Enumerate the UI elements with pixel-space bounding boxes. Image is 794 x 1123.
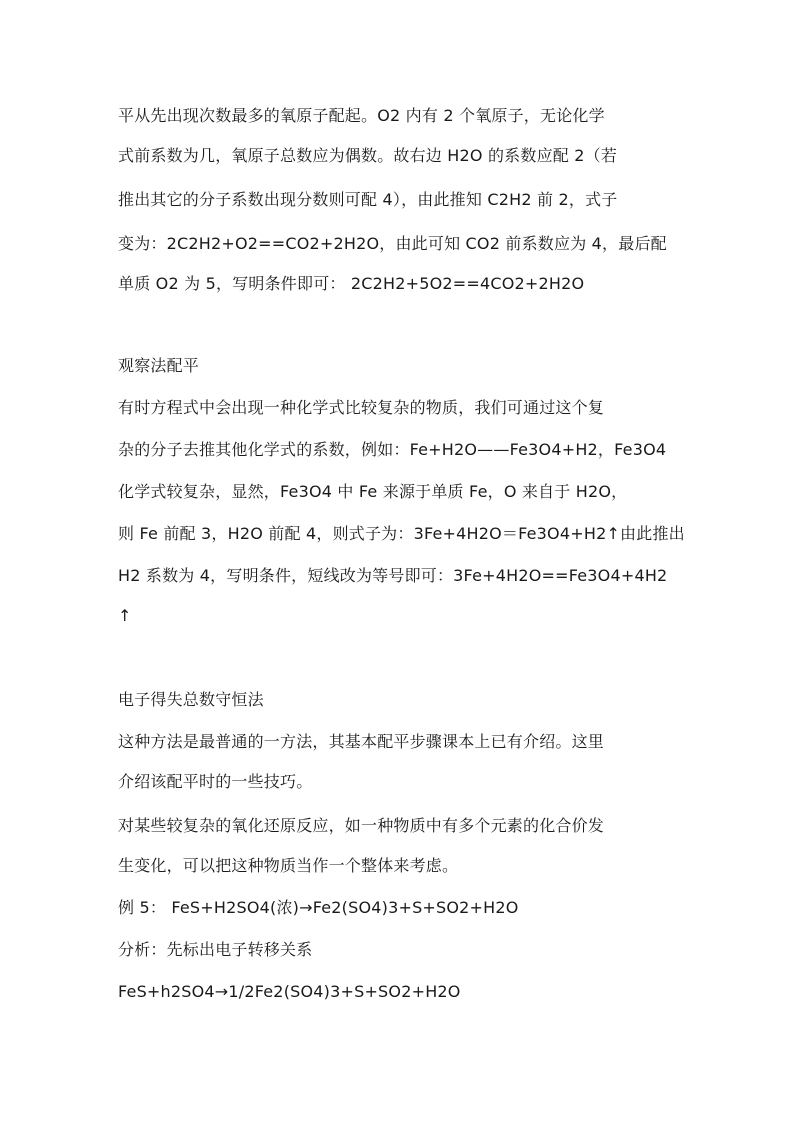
section1-line-5: H2 系数为 4，写明条件，短线改为等号即可：3Fe+4H2O==Fe3O4+4H2 xyxy=(118,566,668,585)
intro-line-1: 平从先出现次数最多的氧原子配起。O2 内有 2 个氧原子，无论化学 xyxy=(118,106,605,125)
equation-line: FeS+h2SO4→1/2Fe2(SO4)3+S+SO2+H2O xyxy=(118,982,461,1001)
section-title-observation-method: 观察法配平 xyxy=(118,356,200,375)
analysis-line: 分析：先标出电子转移关系 xyxy=(118,940,313,959)
section1-line-1: 有时方程式中会出现一种化学式比较复杂的物质，我们可通过这个复 xyxy=(118,398,605,417)
section2-line-1: 这种方法是最普通的一方法，其基本配平步骤课本上已有介绍。这里 xyxy=(118,732,605,751)
section1-line-4: 则 Fe 前配 3，H2O 前配 4，则式子为：3Fe+4H2O＝Fe3O4+H2↑由此推出 xyxy=(118,524,685,543)
section1-line-3: 化学式较复杂，显然，Fe3O4 中 Fe 来源于单质 Fe，O 来自于 H2O， xyxy=(118,482,628,501)
section1-line-6: ↑ xyxy=(118,606,132,625)
section-title-electron-conservation: 电子得失总数守恒法 xyxy=(118,690,264,709)
example-5-line: 例 5： FeS+H2SO4(浓)→Fe2(SO4)3+S+SO2+H2O xyxy=(118,898,519,917)
intro-line-4: 变为：2C2H2+O2==CO2+2H2O，由此可知 CO2 前系数应为 4，最后配 xyxy=(118,234,667,253)
section2-line-2: 介绍该配平时的一些技巧。 xyxy=(118,772,313,791)
section2-line-3: 对某些较复杂的氧化还原反应，如一种物质中有多个元素的化合价发 xyxy=(118,816,605,835)
intro-line-3: 推出其它的分子系数出现分数则可配 4），由此推知 C2H2 前 2，式子 xyxy=(118,190,618,209)
section2-line-4: 生变化，可以把这种物质当作一个整体来考虑。 xyxy=(118,856,459,875)
intro-line-5: 单质 O2 为 5，写明条件即可： 2C2H2+5O2==4CO2+2H2O xyxy=(118,274,585,293)
section1-line-2: 杂的分子去推其他化学式的系数，例如：Fe+H2O——Fe3O4+H2，Fe3O4 xyxy=(118,440,667,459)
intro-line-2: 式前系数为几，氧原子总数应为偶数。故右边 H2O 的系数应配 2（若 xyxy=(118,146,618,165)
